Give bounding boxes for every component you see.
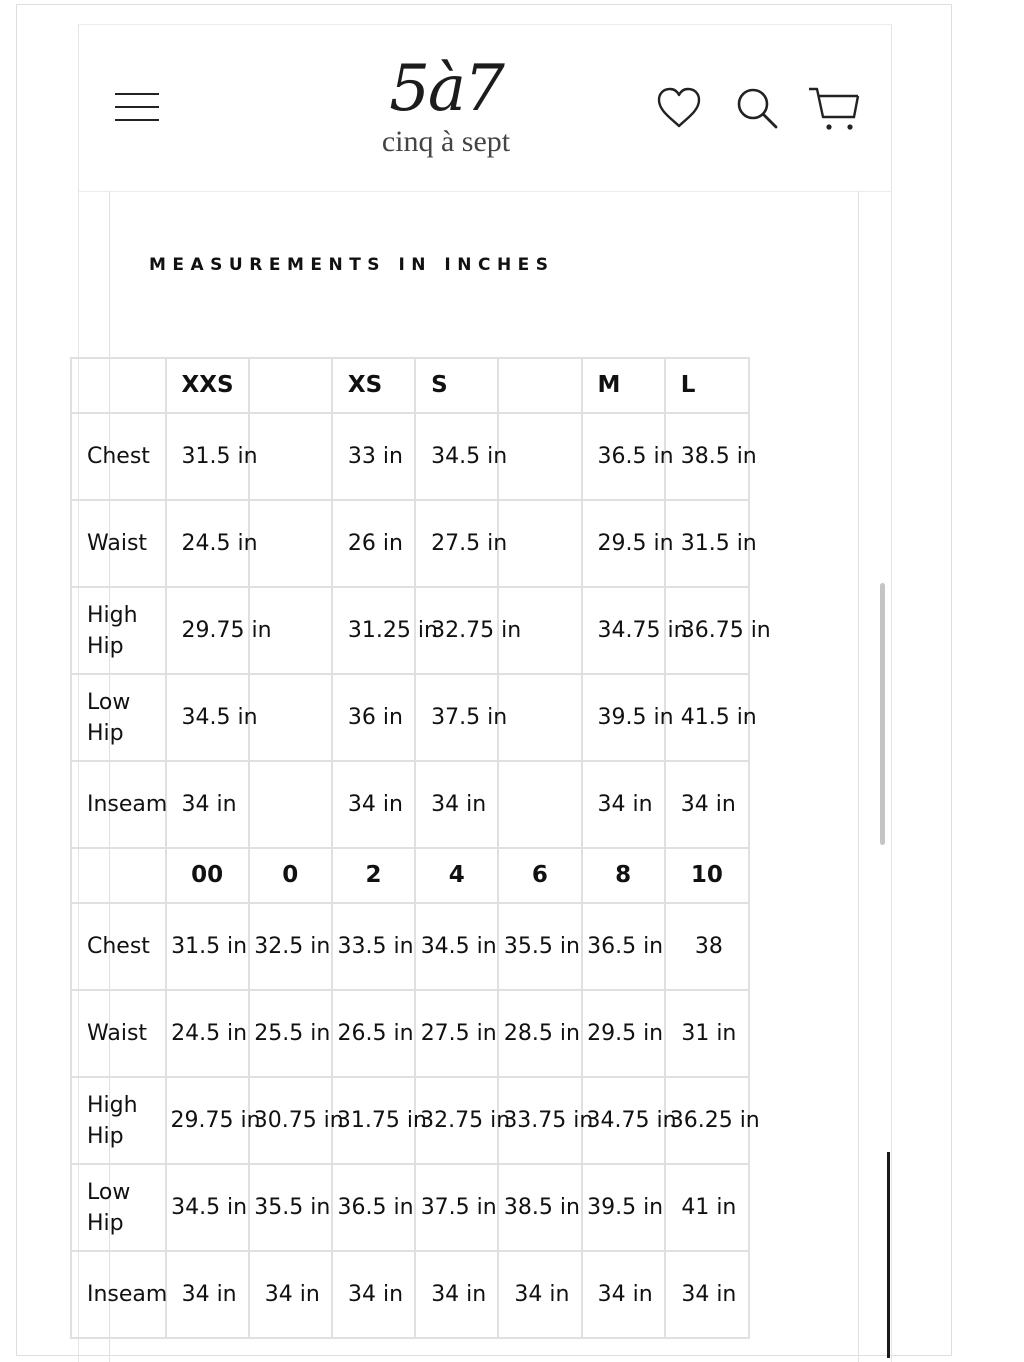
measurement-cell (249, 500, 332, 587)
scrollbar-thumb[interactable] (880, 583, 885, 845)
measurement-cell: 31.75 in (332, 1077, 415, 1164)
measurement-cell: 25.5 in (249, 990, 332, 1077)
header-cell: M (582, 358, 665, 413)
measurement-cell: 31.5 in (166, 413, 249, 500)
measurement-cell: 38 (665, 903, 749, 990)
measurement-row (71, 413, 749, 500)
measurement-cell: 31.25 in (332, 587, 415, 674)
edge-divider (887, 1152, 890, 1358)
size-chart-table (70, 357, 771, 1339)
measurement-cell: 36.75 in (665, 587, 749, 674)
measurement-cell: 33.75 in (498, 1077, 581, 1164)
header-cell: 4 (415, 848, 498, 903)
measurement-cell: 33 in (332, 413, 415, 500)
measurement-cell: 31 in (665, 990, 749, 1077)
measurement-cell: 29.5 in (582, 990, 665, 1077)
header-cell: 10 (665, 848, 749, 903)
measurement-cell: 27.5 in (415, 990, 498, 1077)
measurement-cell: 36 in (332, 674, 415, 761)
header-cell: XXS (166, 358, 249, 413)
measurement-cell: 27.5 in (415, 500, 498, 587)
brand-logo[interactable] (361, 47, 531, 172)
measurement-cell: 28.5 in (498, 990, 581, 1077)
row-label: Waist (71, 990, 166, 1077)
measurement-cell: 36.5 in (332, 1164, 415, 1251)
row-label: Chest (71, 903, 166, 990)
measurement-cell: 34 in (332, 761, 415, 848)
measurement-row (71, 903, 749, 990)
measurement-cell: 32.75 in (415, 1077, 498, 1164)
row-label: Inseam (71, 1251, 166, 1338)
measurement-row (71, 1164, 749, 1251)
measurement-cell: 31.5 in (665, 500, 749, 587)
header-cell (71, 848, 166, 903)
header-cell: 00 (166, 848, 249, 903)
measurement-cell: 37.5 in (415, 674, 498, 761)
header-cell (249, 358, 332, 413)
measurement-cell: 39.5 in (582, 1164, 665, 1251)
measurement-cell: 32.5 in (249, 903, 332, 990)
measurement-row (71, 1251, 749, 1338)
measurement-cell: 41 in (665, 1164, 749, 1251)
header-cell: 2 (332, 848, 415, 903)
row-label: Low Hip (71, 1164, 166, 1251)
header-cell (498, 358, 581, 413)
measurement-cell: 34.75 in (582, 1077, 665, 1164)
header-cell: 8 (582, 848, 665, 903)
section-title: MEASUREMENTS IN INCHES (149, 255, 555, 275)
header-cell: S (415, 358, 498, 413)
measurement-cell: 34 in (415, 1251, 498, 1338)
measurement-cell: 34 in (582, 1251, 665, 1338)
measurement-row (71, 674, 749, 761)
numeric-size-rows (71, 848, 760, 1338)
measurement-cell: 34.5 in (415, 903, 498, 990)
measurement-cell: 34 in (582, 761, 665, 848)
logo-text: cinq à sept (381, 125, 511, 158)
row-label: Chest (71, 413, 166, 500)
measurement-cell (498, 500, 581, 587)
measurement-cell: 32.75 in (415, 587, 498, 674)
row-label: Inseam (71, 761, 166, 848)
measurement-cell (249, 413, 332, 500)
measurement-cell: 33.5 in (332, 903, 415, 990)
measurement-cell: 34.75 in (582, 587, 665, 674)
measurement-cell: 26 in (332, 500, 415, 587)
measurement-cell: 24.5 in (166, 990, 249, 1077)
wishlist-heart-icon[interactable] (656, 86, 702, 130)
measurement-cell: 41.5 in (665, 674, 749, 761)
measurement-cell: 34 in (166, 761, 249, 848)
header-cell: 0 (249, 848, 332, 903)
measurement-cell (498, 761, 581, 848)
measurement-cell: 34 in (166, 1251, 249, 1338)
measurement-row (71, 587, 749, 674)
measurement-cell: 31.5 in (166, 903, 249, 990)
measurement-cell: 34.5 in (166, 674, 249, 761)
numeric-size-header-row (71, 848, 749, 903)
measurement-cell: 35.5 in (498, 903, 581, 990)
measurement-cell: 34 in (415, 761, 498, 848)
alpha-size-rows (71, 358, 771, 848)
measurement-cell (249, 674, 332, 761)
measurement-cell: 36.5 in (582, 413, 665, 500)
measurement-cell: 34 in (665, 1251, 749, 1338)
header-cell: 6 (498, 848, 581, 903)
measurement-cell: 37.5 in (415, 1164, 498, 1251)
measurement-cell: 36.25 in (665, 1077, 749, 1164)
measurement-row (71, 1077, 749, 1164)
measurement-row (71, 500, 749, 587)
measurement-cell: 34 in (665, 761, 749, 848)
measurement-cell: 24.5 in (166, 500, 249, 587)
measurement-row (71, 761, 749, 848)
site-header (79, 25, 891, 192)
measurement-cell (498, 413, 581, 500)
measurement-cell: 34 in (498, 1251, 581, 1338)
measurement-cell: 36.5 in (582, 903, 665, 990)
measurement-cell: 35.5 in (249, 1164, 332, 1251)
measurement-cell: 38.5 in (498, 1164, 581, 1251)
measurement-row (71, 990, 749, 1077)
measurement-cell (498, 674, 581, 761)
search-icon[interactable] (735, 86, 779, 130)
row-label: Low Hip (71, 674, 166, 761)
header-cell: XS (332, 358, 415, 413)
logo-mark: 5à7 (389, 52, 503, 126)
hamburger-menu-icon[interactable] (115, 88, 161, 124)
shopping-cart-icon[interactable] (807, 85, 861, 133)
row-label: Waist (71, 500, 166, 587)
measurement-cell: 34 in (332, 1251, 415, 1338)
measurement-cell (249, 761, 332, 848)
header-cell (71, 358, 166, 413)
row-label: High Hip (71, 587, 166, 674)
header-cell: L (665, 358, 749, 413)
row-label: High Hip (71, 1077, 166, 1164)
measurement-cell: 34.5 in (415, 413, 498, 500)
measurement-cell: 34 in (249, 1251, 332, 1338)
measurement-cell: 29.75 in (166, 587, 249, 674)
measurement-cell: 29.5 in (582, 500, 665, 587)
measurement-cell: 30.75 in (249, 1077, 332, 1164)
measurement-cell: 29.75 in (166, 1077, 249, 1164)
measurement-cell: 34.5 in (166, 1164, 249, 1251)
alpha-size-header-row (71, 358, 749, 413)
measurement-cell: 26.5 in (332, 990, 415, 1077)
measurement-cell: 39.5 in (582, 674, 665, 761)
measurement-cell: 38.5 in (665, 413, 749, 500)
